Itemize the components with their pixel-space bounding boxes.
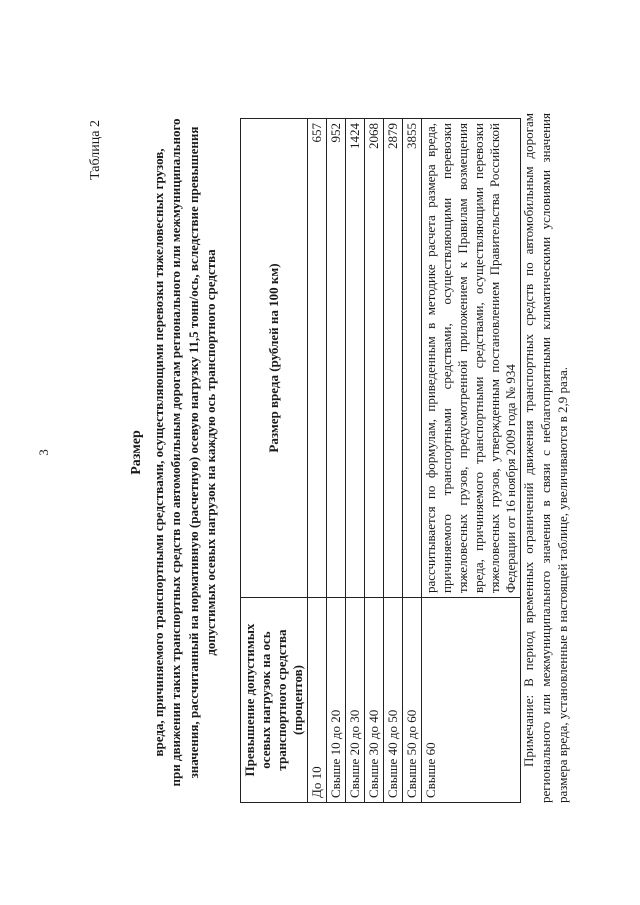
table-header-row: [241, 119, 308, 803]
excess-cell: Свыше 40 до 50: [384, 598, 403, 803]
table-row: [346, 119, 365, 803]
excess-cell: Свыше 50 до 60: [403, 598, 422, 803]
title-line: при движении таких транспортных средств по автомобильным дорогам регионального или межмуниципального: [168, 118, 183, 787]
title-line: значения, рассчитанный на нормативную (расчетную) осевую нагрузку 11,5 тонн/ось, вследствие превышения: [185, 126, 201, 779]
title-main: Размер: [129, 430, 144, 475]
title-line: вреда, причиняемого транспортными средствами, осуществляющими перевозки тяжеловесных грузов,: [150, 148, 166, 757]
damage-cell: 2879: [384, 119, 403, 598]
table-row: [422, 119, 521, 803]
table-note: Примечание: В период временных ограничений движения транспортных средств по автомобильным дорогам регионального или межмуниципального значения в связи с неблагоприятными климатическими условиями значения размера вреда, установленные в настоящей таблице, увеличиваются в 2,9 раза.: [521, 113, 570, 803]
damage-cell: 952: [327, 119, 346, 598]
excess-cell: До 10: [308, 598, 327, 803]
title-line: допустимых осевых нагрузок на каждую ось транспортного средства: [203, 249, 218, 656]
header-excess: Превышение допустимых осевых нагрузок на ось транспортного средства (процентов): [241, 598, 308, 803]
damage-cell: 657: [308, 119, 327, 598]
table-row: [365, 119, 384, 803]
table-row: [308, 119, 327, 803]
excess-cell: Свыше 10 до 20: [327, 598, 346, 803]
damage-table: [240, 118, 521, 803]
table-label: Таблица 2: [88, 120, 103, 180]
table-title: [128, 0, 220, 905]
damage-formula-cell: рассчитывается по формулам, приведенным в методике расчета размера вреда, причиняемого транспортными средствами, осуществляющими перевозки тяжеловесных грузов, предусмотренной приложением к Правилам возмещения вреда, причиняемого транспортными средствами, осуществляющими перевозки тяжеловесных грузов, утвержденным постановлением Правительства Российской Федерации от 16 ноября 2009 года № 934: [422, 119, 521, 598]
excess-cell: Свыше 60: [422, 598, 521, 803]
header-damage-size: Размер вреда (рублей на 100 км): [241, 119, 308, 598]
excess-cell: Свыше 30 до 40: [365, 598, 384, 803]
table-row: [403, 119, 422, 803]
page-number: 3: [36, 449, 51, 456]
table-row: [327, 119, 346, 803]
table-row: [384, 119, 403, 803]
excess-cell: Свыше 20 до 30: [346, 598, 365, 803]
damage-cell: 1424: [346, 119, 365, 598]
damage-cell: 3855: [403, 119, 422, 598]
damage-cell: 2068: [365, 119, 384, 598]
